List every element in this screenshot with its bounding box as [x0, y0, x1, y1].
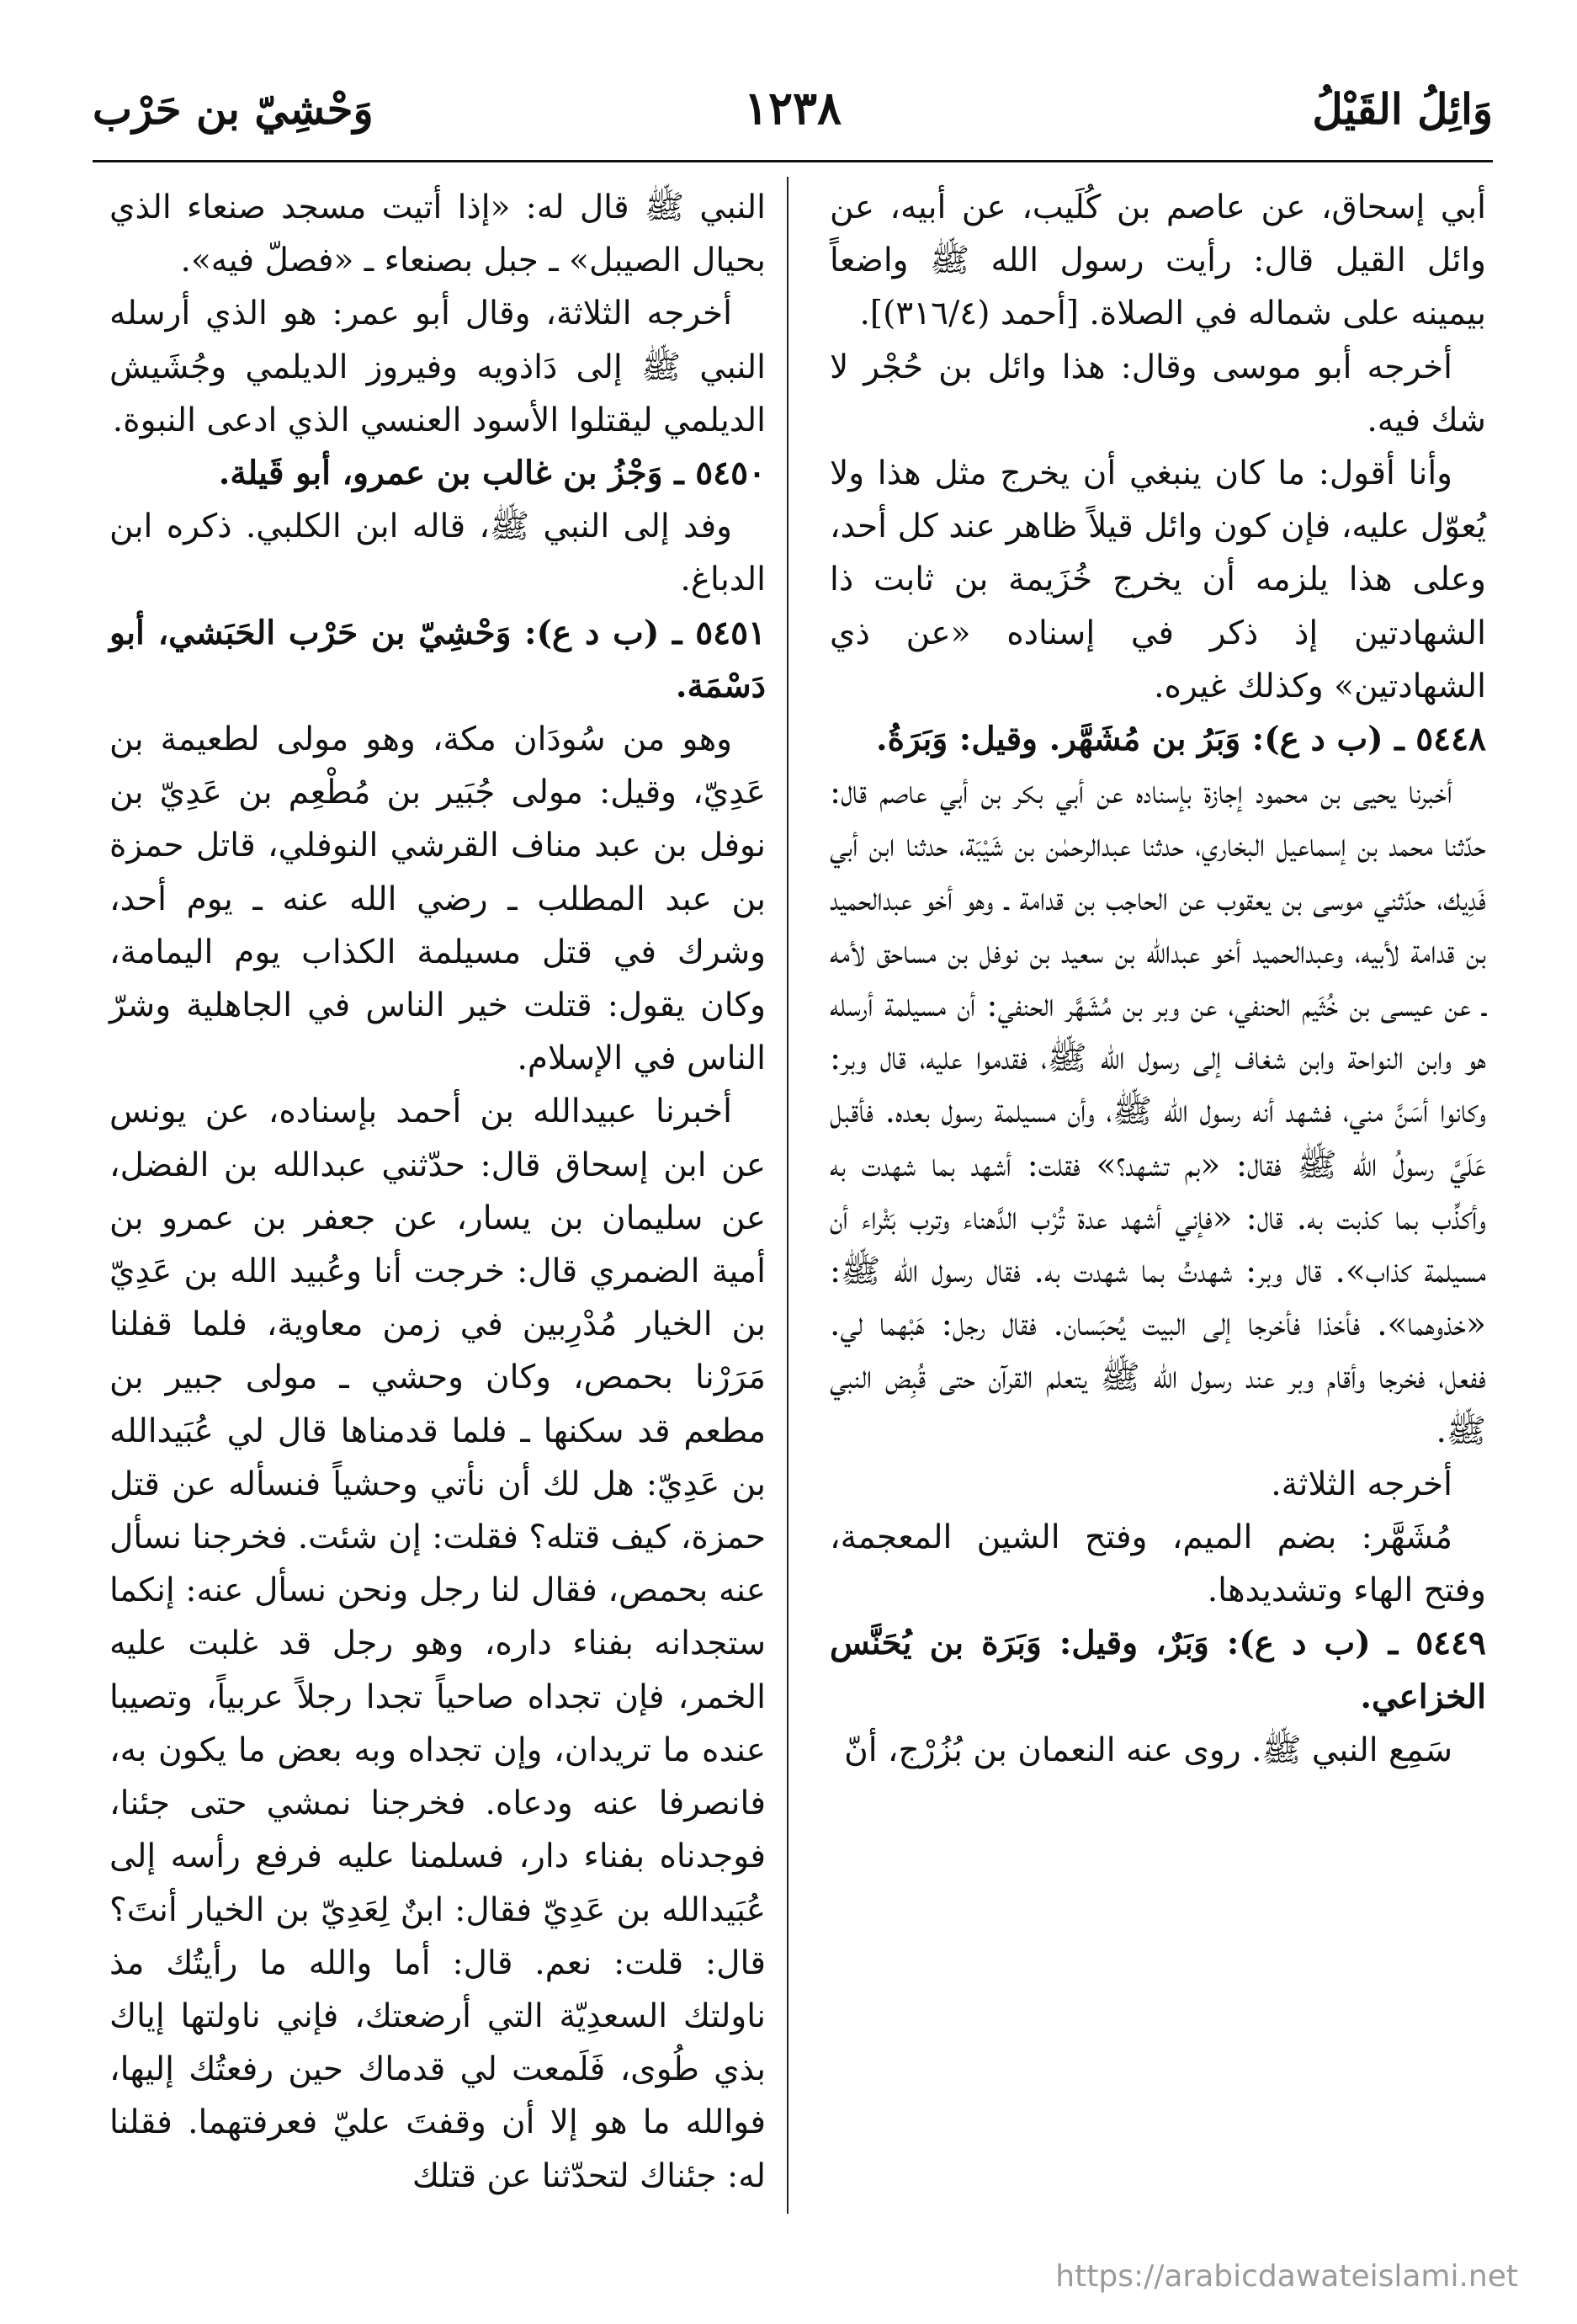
paragraph: النبي ﷺ قال له: «إذا أتيت مسجد صنعاء الذي بحيال الصيبل» ـ جبل بصنعاء ـ «فصلّ فيه».: [109, 189, 766, 280]
paragraph: أبي إسحاق، عن عاصم بن كُلَيب، عن أبيه، عن وائل القيل قال: رأيت رسول الله ﷺ واضعاً بيمينه على شماله في الصلاة. [أحمد (٣١٦/٤)].: [830, 189, 1486, 333]
paragraph: أخرجه أبو موسى وقال: هذا وائل بن حُجْر لا شك فيه.: [830, 348, 1486, 439]
paragraph: وفد إلى النبي ﷺ، قاله ابن الكلبي. ذكره ابن الدباغ.: [109, 508, 766, 599]
paragraph: أخبرنا يحيى بن محمود إجازة بإسناده عن أبي بكر بن أبي عاصم قال: حدّثنا محمد بن إسماعيل البخاري، حدثنا عبدالرحمٰن بن شَيْبَة، حدثنا ابن أبي فَدِيك، حدّثني موسى بن يعقوب عن الحاجب بن قدامة ـ وهو أخو عبدالحميد بن قدامة لأبيه، وعبدالحميد أخو عبدالله بن سعيد بن نوفل بن مساحق لأمه ـ عن عيسى بن خُثَيم الحنفي، عن وبر بن مُشَهَّر الحنفي: أن مسيلمة أرسله هو وابن النواحة وابن شغاف إلى رسول الله ﷺ، فقدموا عليه، قال وبر: وكانوا أسَنَّ مني، فشهد أنه رسول الله ﷺ، وأن مسيلمة رسول بعده. فأقبل عَلَيَّ رسولُ الله ﷺ فقال: «بم تشهد؟» فقلت: أشهد بما شهدت به وأكذِّب بما كذبت به. قال: «فإني أشهد عدة تُرْب الدَّهناء وترب بَثْراء أن مسيلمة كذاب». قال وبر: شهدتُ بما شهدت به. فقال رسول الله ﷺ: «خذوهما». فأخذا فأخرجا إلى البيت يُحبَسان. فقال رجل: هَبْهما لي. ففعل، فخرجا وأقام وبر عند رسول الله ﷺ يتعلم القرآن حتى قُبِض النبي ﷺ.: [830, 774, 1486, 1450]
paragraph: أخبرنا عبيدالله بن أحمد بإسناده، عن يونس عن ابن إسحاق قال: حدّثني عبدالله بن الفضل، عن سليمان بن يسار، عن جعفر بن عمرو بن أمية الضمري قال: خرجت أنا وعُبيد الله بن عَدِيّ بن الخيار مُدْرِبين في زمن معاوية، فلما قفلنا مَرَرْنا بحمص، وكان وحشي ـ مولى جبير بن مطعم قد سكنها ـ فلما قدمناها قال لي عُبَيدالله بن عَدِيّ: هل لك أن نأتي وحشياً فنسأله عن قتل حمزة، كيف قتله؟ فقلت: إن شئت. فخرجنا نسأل عنه بحمص، فقال لنا رجل ونحن نسأل عنه: إنكما ستجدانه بفناء داره، وهو رجل قد غلبت عليه الخمر، فإن تجداه صاحياً تجدا رجلاً عربياً، وتصيبا عنده ما تريدان، وإن تجداه وبه بعض ما يكون به، فانصرفا عنه ودعاه. فخرجنا نمشي حتى جئنا، فوجدناه بفناء دار، فسلمنا عليه فرفع رأسه إلى عُبَيدالله بن عَدِيّ فقال: ابنٌ لِعَدِيّ بن الخيار أنتَ؟ قال: قلت: نعم. قال: أما والله ما رأيتُك مذ ناولتك السعدِيّة التي أرضعتك، فإني ناولتها إياك بذي طُوى، فَلَمعت لي قدماك حين رفعتُك إليها، فوالله ما هو إلا أن وقفتَ عليّ فعرفتهما. فقلنا له: جئناك لتحدّثنا عن قتلك: [109, 1093, 766, 2195]
paragraph: وأنا أقول: ما كان ينبغي أن يخرج مثل هذا ولا يُعوّل عليه، فإن كون وائل قيلاً ظاهر عند كل أحد، وعلى هذا يلزمه أن يخرج خُزَيمة بن ثابت ذا الشهادتين إذ ذكر في إسناده «عن ذي الشهادتين» وكذلك غيره.: [830, 455, 1486, 705]
header-divider-line: [93, 160, 1493, 162]
column-divider: [787, 177, 788, 2214]
paragraph: وهو من سُودَان مكة، وهو مولى لطعيمة بن عَدِيّ، وقيل: مولى جُبَير بن مُطْعِم بن عَدِيّ بن نوفل بن عبد مناف القرشي النوفلي، قاتل حمزة بن عبد المطلب ـ رضي الله عنه ـ يوم أحد، وشرك في قتل مسيلمة الكذاب يوم اليمامة، وكان يقول: قتلت خير الناس في الجاهلية وشرّ الناس في الإسلام.: [109, 721, 766, 1078]
paragraph: أخرجه الثلاثة.: [1271, 1465, 1452, 1503]
paragraph: أخرجه الثلاثة، وقال أبو عمر: هو الذي أرسله النبي ﷺ إلى دَاذويه وفيروز الديلمي وجُشَيش الديلمي ليقتلوا الأسود العنسي الذي ادعى النبوة.: [109, 295, 766, 439]
page-number: ١٢٣٨: [743, 81, 842, 135]
right-column: [830, 181, 1486, 1777]
page-header: [93, 76, 1493, 143]
running-title-right: وَائِلُ القَيْلُ: [1312, 84, 1493, 134]
entry-heading-5450: ٥٤٥٠ ـ وَجْزُ بن غالب بن عمرو، أبو قَيلة.: [218, 454, 766, 493]
watermark-url: https://arabicdawateislami.net: [1055, 2259, 1518, 2294]
entry-heading-5449: ٥٤٤٩ ـ (ب د ع): وَبَرٌ، وقيل: وَبَرَة بن يُحَنَّس الخزاعي.: [830, 1624, 1486, 1716]
entry-heading-5448: ٥٤٤٨ ـ (ب د ع): وَبَرُ بن مُشَهَّر. وقيل: وَبَرَةُ.: [876, 720, 1486, 759]
running-title-left: وَحْشِيّ بن حَرْب: [93, 84, 374, 134]
entry-heading-5451: ٥٤٥١ ـ (ب د ع): وَحْشِيّ بن حَرْب الحَبَشي، أبو دَسْمَة.: [109, 613, 766, 705]
paragraph: سَمِع النبي ﷺ. روى عنه النعمان بن بُزُرْج، أنّ: [844, 1731, 1452, 1769]
paragraph: مُشَهَّر: بضم الميم، وفتح الشين المعجمة، وفتح الهاء وتشديدها.: [830, 1518, 1486, 1610]
left-column: [109, 181, 766, 2203]
